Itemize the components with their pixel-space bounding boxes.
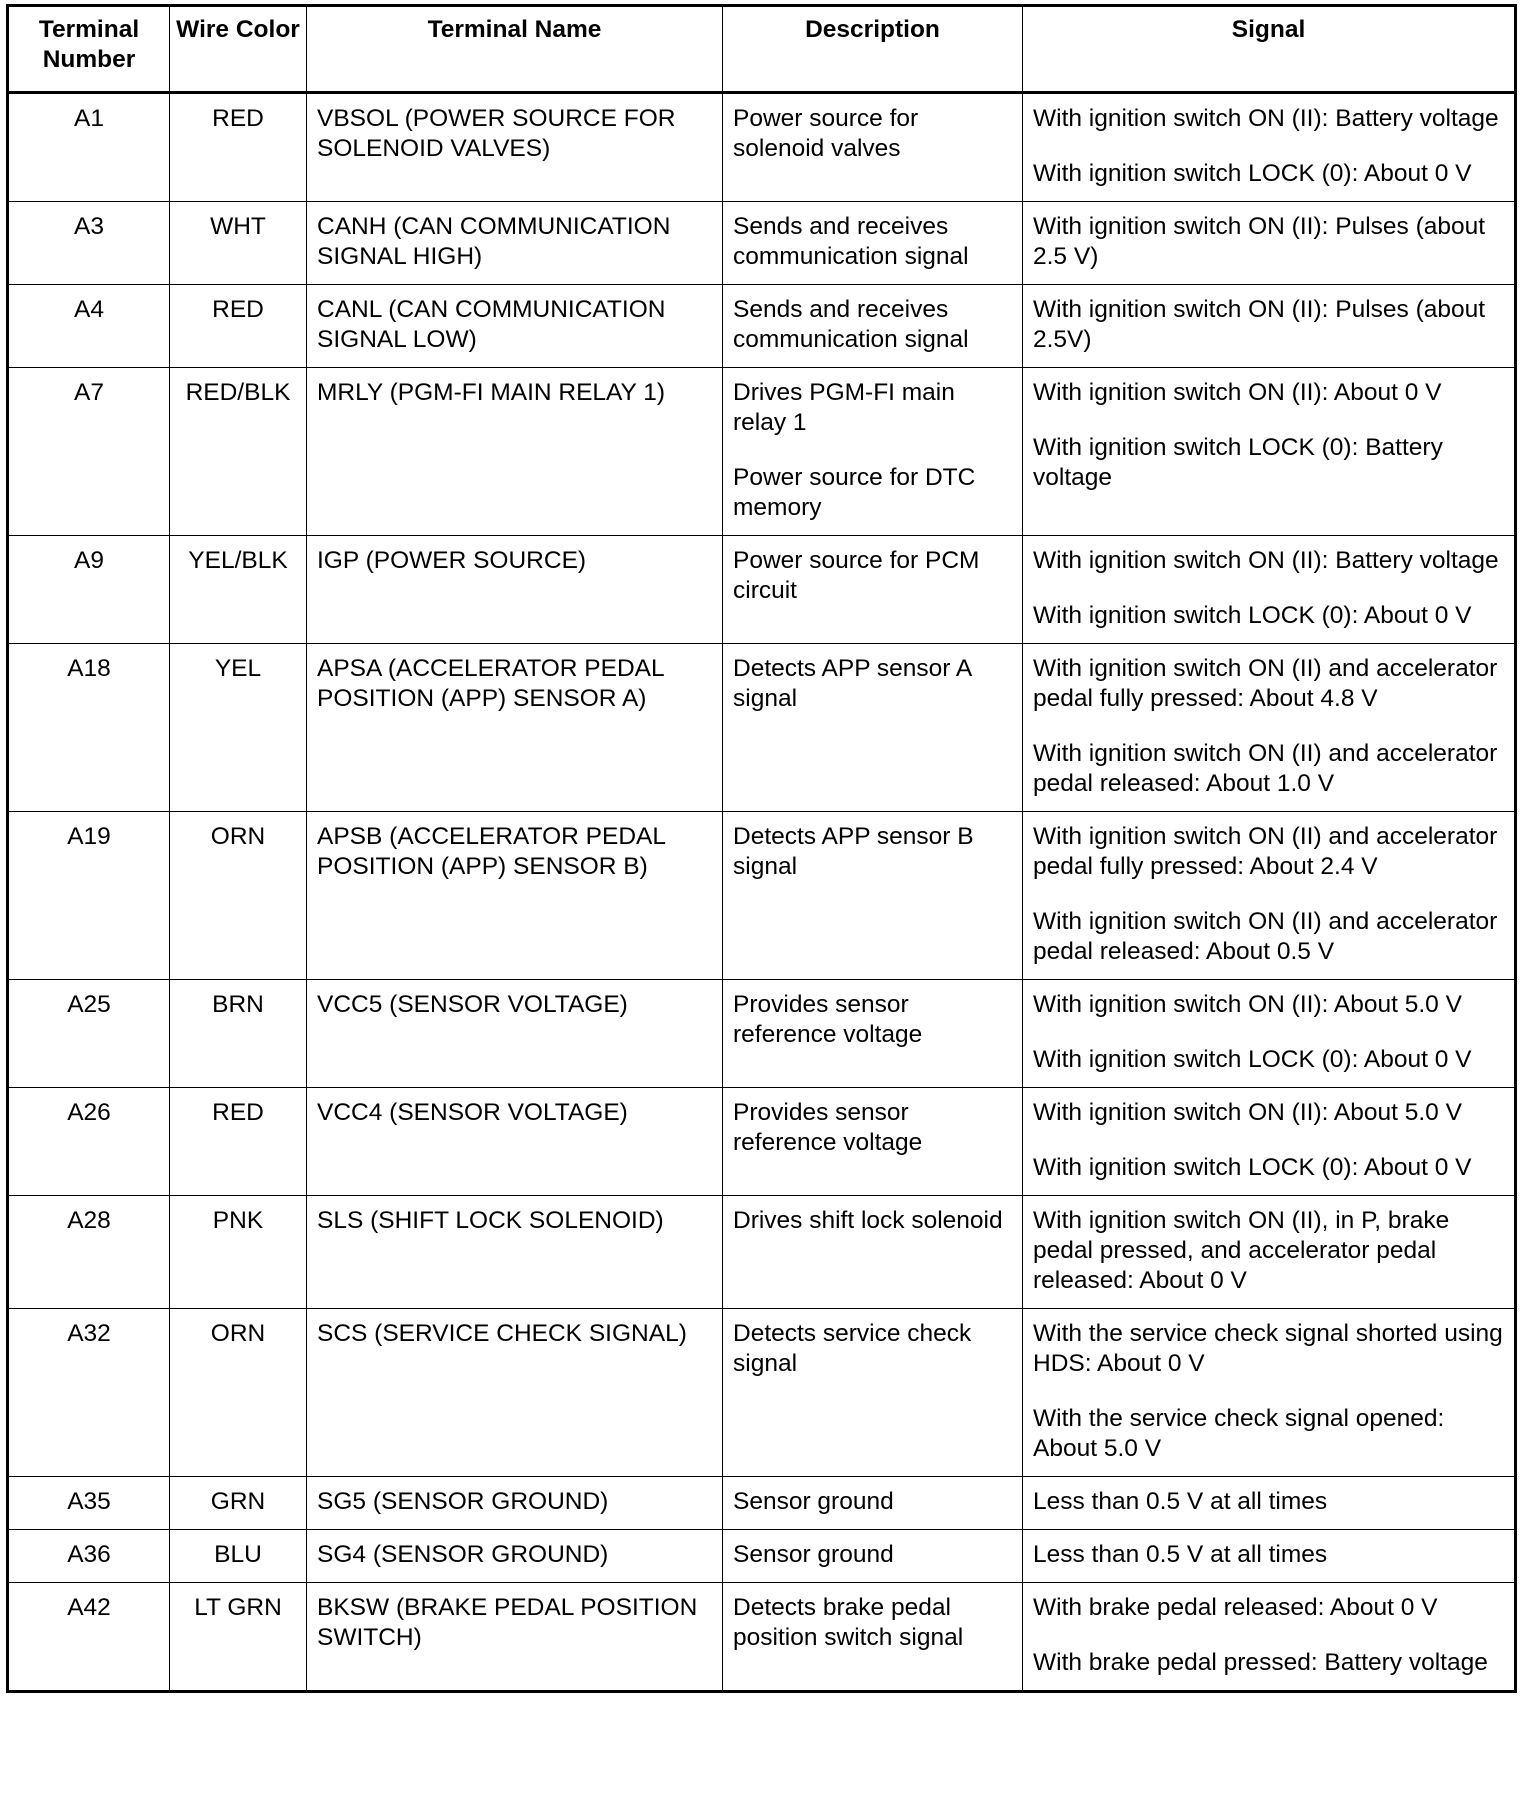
signal-paragraph: With ignition switch ON (II) and accelerator pedal fully pressed: About 2.4 V	[1033, 823, 1498, 880]
description-paragraph: Detects service check signal	[733, 1320, 972, 1377]
header-signal: Signal	[1023, 6, 1516, 93]
cell-signal	[1023, 1530, 1516, 1583]
signal-paragraph: With ignition switch ON (II), in P, brake pedal pressed, and accelerator pedal released: About 0 V	[1033, 1207, 1450, 1294]
cell-terminal-name: VBSOL (POWER SOURCE FOR SOLENOID VALVES)	[307, 93, 723, 202]
cell-terminal-number: A7	[8, 368, 170, 536]
signal-paragraph: With ignition switch ON (II) and accelerator pedal released: About 1.0 V	[1033, 740, 1498, 797]
signal-paragraph: With ignition switch LOCK (0): About 0 V	[1033, 1046, 1472, 1073]
table-row	[8, 1477, 1516, 1530]
cell-terminal-number: A18	[8, 644, 170, 812]
header-wire-color: Wire Color	[170, 6, 307, 93]
signal-paragraph: With the service check signal opened: About 5.0 V	[1033, 1405, 1445, 1462]
signal-paragraph: With ignition switch LOCK (0): About 0 V	[1033, 160, 1472, 187]
table-row	[8, 1530, 1516, 1583]
cell-description	[723, 368, 1023, 536]
cell-terminal-name: VCC4 (SENSOR VOLTAGE)	[307, 1088, 723, 1196]
table-row	[8, 202, 1516, 285]
cell-terminal-name: CANL (CAN COMMUNICATION SIGNAL LOW)	[307, 285, 723, 368]
cell-signal	[1023, 202, 1516, 285]
table-row	[8, 980, 1516, 1088]
description-paragraph: Detects APP sensor A signal	[733, 655, 971, 712]
description-paragraph: Detects brake pedal position switch signal	[733, 1594, 964, 1651]
cell-terminal-name: SG4 (SENSOR GROUND)	[307, 1530, 723, 1583]
table-row	[8, 285, 1516, 368]
cell-terminal-name: BKSW (BRAKE PEDAL POSITION SWITCH)	[307, 1583, 723, 1692]
cell-terminal-number: A35	[8, 1477, 170, 1530]
cell-description	[723, 1530, 1023, 1583]
description-paragraph: Drives shift lock solenoid	[733, 1207, 1003, 1234]
cell-terminal-name: IGP (POWER SOURCE)	[307, 536, 723, 644]
cell-terminal-name: VCC5 (SENSOR VOLTAGE)	[307, 980, 723, 1088]
description-paragraph: Power source for DTC memory	[733, 464, 976, 521]
cell-terminal-number: A4	[8, 285, 170, 368]
cell-description	[723, 536, 1023, 644]
cell-description	[723, 1583, 1023, 1692]
cell-wire-color: YEL/BLK	[170, 536, 307, 644]
cell-wire-color: BLU	[170, 1530, 307, 1583]
cell-wire-color: RED	[170, 1088, 307, 1196]
signal-paragraph: With brake pedal released: About 0 V	[1033, 1594, 1438, 1621]
cell-signal	[1023, 812, 1516, 980]
cell-signal	[1023, 368, 1516, 536]
cell-terminal-number: A19	[8, 812, 170, 980]
table-row	[8, 1583, 1516, 1692]
cell-signal	[1023, 1196, 1516, 1309]
signal-paragraph: With ignition switch ON (II) and accelerator pedal fully pressed: About 4.8 V	[1033, 655, 1498, 712]
signal-paragraph: With ignition switch ON (II): Battery voltage	[1033, 105, 1499, 132]
cell-signal	[1023, 1309, 1516, 1477]
cell-description	[723, 1477, 1023, 1530]
table-body	[8, 93, 1516, 1692]
table-row	[8, 93, 1516, 202]
cell-terminal-number: A42	[8, 1583, 170, 1692]
cell-wire-color: ORN	[170, 812, 307, 980]
cell-wire-color: WHT	[170, 202, 307, 285]
cell-description	[723, 1088, 1023, 1196]
signal-paragraph: Less than 0.5 V at all times	[1033, 1488, 1328, 1515]
signal-paragraph: With ignition switch ON (II): Pulses (about 2.5V)	[1033, 296, 1486, 353]
cell-wire-color: GRN	[170, 1477, 307, 1530]
cell-signal	[1023, 93, 1516, 202]
cell-description	[723, 202, 1023, 285]
table-row	[8, 812, 1516, 980]
cell-signal	[1023, 980, 1516, 1088]
cell-signal	[1023, 536, 1516, 644]
signal-paragraph: With ignition switch ON (II): Pulses (about 2.5 V)	[1033, 213, 1486, 270]
cell-terminal-number: A25	[8, 980, 170, 1088]
description-paragraph: Power source for solenoid valves	[733, 105, 919, 162]
signal-paragraph: With ignition switch LOCK (0): Battery voltage	[1033, 434, 1443, 491]
description-paragraph: Detects APP sensor B signal	[733, 823, 974, 880]
cell-description	[723, 812, 1023, 980]
signal-paragraph: With ignition switch ON (II): About 5.0 V	[1033, 991, 1462, 1018]
cell-description	[723, 1196, 1023, 1309]
signal-paragraph: With ignition switch ON (II) and accelerator pedal released: About 0.5 V	[1033, 908, 1498, 965]
signal-paragraph: With ignition switch ON (II): About 0 V	[1033, 379, 1442, 406]
cell-terminal-number: A3	[8, 202, 170, 285]
cell-terminal-name: SG5 (SENSOR GROUND)	[307, 1477, 723, 1530]
description-paragraph: Sensor ground	[733, 1541, 894, 1568]
signal-paragraph: Less than 0.5 V at all times	[1033, 1541, 1328, 1568]
cell-description	[723, 980, 1023, 1088]
cell-terminal-number: A9	[8, 536, 170, 644]
cell-terminal-name: APSA (ACCELERATOR PEDAL POSITION (APP) SENSOR A)	[307, 644, 723, 812]
header-terminal-name: Terminal Name	[307, 6, 723, 93]
table-row	[8, 536, 1516, 644]
signal-paragraph: With ignition switch ON (II): About 5.0 V	[1033, 1099, 1462, 1126]
cell-signal	[1023, 1583, 1516, 1692]
cell-signal	[1023, 285, 1516, 368]
header-terminal-number: Terminal Number	[8, 6, 170, 93]
cell-description	[723, 644, 1023, 812]
cell-wire-color: PNK	[170, 1196, 307, 1309]
table-row	[8, 1309, 1516, 1477]
cell-signal	[1023, 1088, 1516, 1196]
cell-description	[723, 1309, 1023, 1477]
table-header-row	[8, 6, 1516, 93]
cell-wire-color: YEL	[170, 644, 307, 812]
cell-description	[723, 93, 1023, 202]
cell-terminal-number: A28	[8, 1196, 170, 1309]
cell-terminal-name: MRLY (PGM-FI MAIN RELAY 1)	[307, 368, 723, 536]
cell-description	[723, 285, 1023, 368]
table-row	[8, 368, 1516, 536]
description-paragraph: Sends and receives communication signal	[733, 213, 969, 270]
cell-terminal-number: A32	[8, 1309, 170, 1477]
description-paragraph: Sensor ground	[733, 1488, 894, 1515]
signal-paragraph: With ignition switch LOCK (0): About 0 V	[1033, 602, 1472, 629]
table-row	[8, 644, 1516, 812]
table-row	[8, 1196, 1516, 1309]
description-paragraph: Drives PGM-FI main relay 1	[733, 379, 955, 436]
description-paragraph: Power source for PCM circuit	[733, 547, 980, 604]
cell-wire-color: LT GRN	[170, 1583, 307, 1692]
cell-signal	[1023, 644, 1516, 812]
cell-wire-color: BRN	[170, 980, 307, 1088]
signal-paragraph: With ignition switch LOCK (0): About 0 V	[1033, 1154, 1472, 1181]
table-row	[8, 1088, 1516, 1196]
description-paragraph: Provides sensor reference voltage	[733, 991, 923, 1048]
cell-terminal-number: A1	[8, 93, 170, 202]
cell-wire-color: RED	[170, 285, 307, 368]
cell-wire-color: RED	[170, 93, 307, 202]
cell-terminal-name: SLS (SHIFT LOCK SOLENOID)	[307, 1196, 723, 1309]
description-paragraph: Provides sensor reference voltage	[733, 1099, 923, 1156]
signal-paragraph: With ignition switch ON (II): Battery voltage	[1033, 547, 1499, 574]
cell-wire-color: RED/BLK	[170, 368, 307, 536]
header-description: Description	[723, 6, 1023, 93]
cell-terminal-name: APSB (ACCELERATOR PEDAL POSITION (APP) SENSOR B)	[307, 812, 723, 980]
cell-signal	[1023, 1477, 1516, 1530]
cell-terminal-number: A36	[8, 1530, 170, 1583]
cell-wire-color: ORN	[170, 1309, 307, 1477]
signal-paragraph: With brake pedal pressed: Battery voltage	[1033, 1649, 1488, 1676]
cell-terminal-name: SCS (SERVICE CHECK SIGNAL)	[307, 1309, 723, 1477]
description-paragraph: Sends and receives communication signal	[733, 296, 969, 353]
signal-paragraph: With the service check signal shorted using HDS: About 0 V	[1033, 1320, 1503, 1377]
terminal-table	[6, 4, 1517, 1693]
cell-terminal-name: CANH (CAN COMMUNICATION SIGNAL HIGH)	[307, 202, 723, 285]
cell-terminal-number: A26	[8, 1088, 170, 1196]
